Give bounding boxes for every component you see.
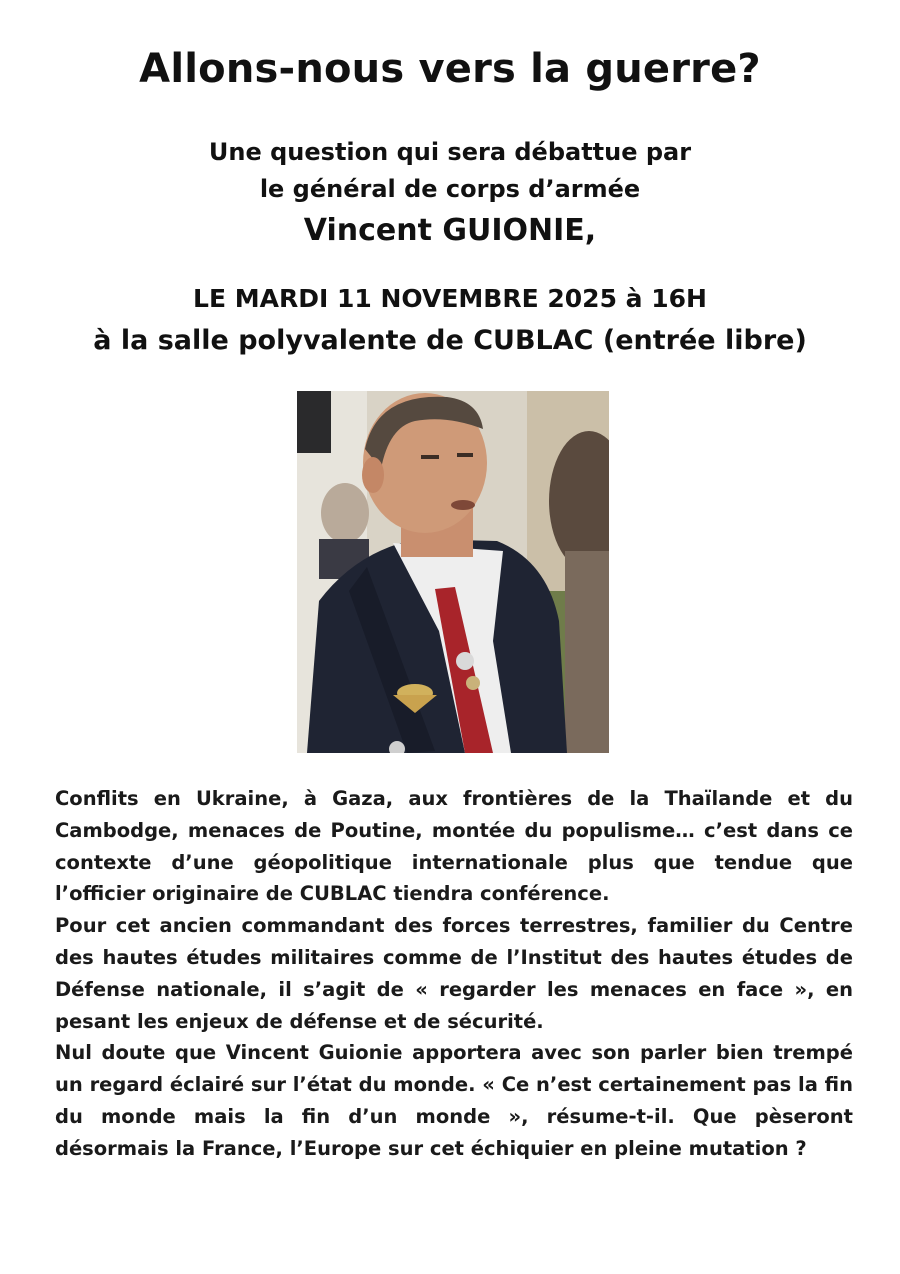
- body-paragraph-3: Nul doute que Vincent Guionie apportera avec son parler bien trempé un regard éclairé sur l’état du monde. « Ce n’est certainement pas la fin du monde mais la fin d’un monde », résume-t-il. Que pèseront désormais la France, l’Europe sur cet échiquier en pleine mutation ?: [55, 1041, 853, 1160]
- event-date: LE MARDI 11 NOVEMBRE 2025 à 16H: [193, 284, 707, 313]
- subtitle-line-2: le général de corps d’armée: [259, 175, 641, 203]
- body-paragraph-2: Pour cet ancien commandant des forces terrestres, familier du Centre des hautes études militaires comme de l’Institut des hautes études de Défense nationale, il s’agit de « regarder les menaces en face », en pesant les enjeux de défense et de sécurité.: [55, 914, 853, 1033]
- speaker-name: Vincent GUIONIE,: [303, 213, 597, 248]
- subtitle-line-1: Une question qui sera débattue par: [208, 138, 692, 166]
- body-paragraph-1: Conflits en Ukraine, à Gaza, aux frontières de la Thaïlande et du Cambodge, menaces de Poutine, montée du populisme… c’est dans ce contexte d’une géopolitique internationale plus que tendue que l’officier originaire de CUBLAC tiendra conférence.: [55, 787, 853, 906]
- speaker-photo: [297, 391, 609, 753]
- event-venue: à la salle polyvalente de CUBLAC (entrée libre): [93, 325, 807, 356]
- speaker-portrait-illustration: [297, 391, 609, 753]
- poster-title: Allons-nous vers la guerre?: [139, 46, 761, 92]
- article-body: [55, 783, 853, 1165]
